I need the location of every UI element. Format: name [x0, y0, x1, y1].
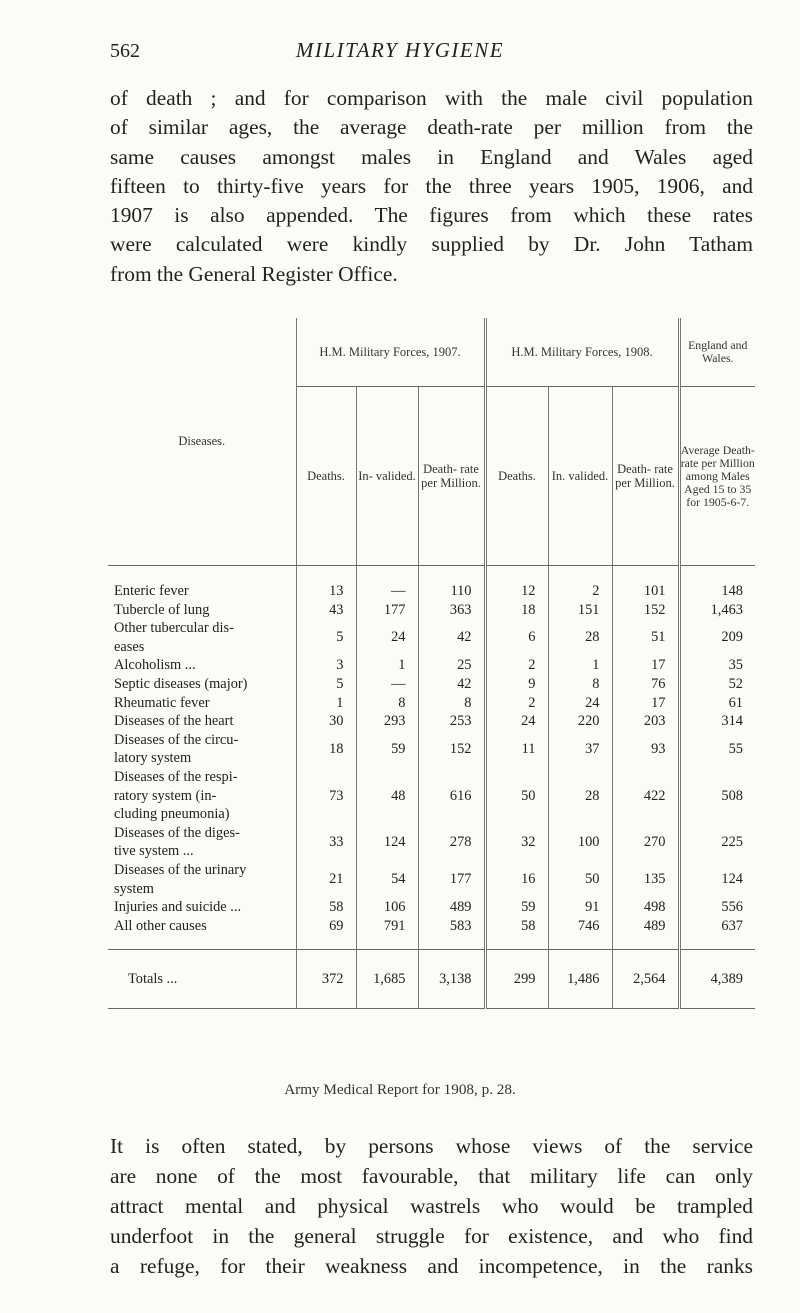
- disease-cell: [108, 712, 296, 731]
- total-value: 299: [485, 950, 548, 1009]
- value-cell: 220: [548, 712, 612, 731]
- value-cell: 177: [418, 861, 485, 898]
- closing-line: It is often stated, by persons whose views of the service: [110, 1134, 753, 1158]
- value-cell: 6: [485, 619, 548, 656]
- value-cell: 76: [612, 675, 679, 694]
- closing-line: are none of the most favourable, that military life can only: [110, 1164, 753, 1188]
- table-row: [108, 712, 755, 731]
- value-cell: 35: [728, 657, 743, 674]
- value-cell: 791: [356, 917, 418, 950]
- value-cell: 50: [485, 768, 548, 824]
- value-cell: 203: [612, 712, 679, 731]
- value-cell: 28: [548, 619, 612, 656]
- table-caption: Army Medical Report for 1908, p. 28.: [284, 1081, 516, 1098]
- total-value: 3,138: [418, 950, 485, 1009]
- value-cell: 637: [721, 917, 743, 934]
- value-cell: 422: [612, 768, 679, 824]
- value-cell: 51: [612, 619, 679, 656]
- table-row: [108, 731, 755, 768]
- value-cell: 18: [296, 731, 356, 768]
- value-cell: 8: [418, 694, 485, 713]
- value-cell: 135: [612, 861, 679, 898]
- invalided-1907-header: In- valided.: [356, 387, 418, 566]
- disease-cell: [108, 601, 296, 620]
- disease-name: Diseases of the urinary: [114, 861, 247, 878]
- value-cell: 50: [548, 861, 612, 898]
- intro-line: same causes amongst males in England and Wales aged: [110, 144, 753, 169]
- value-cell: 3: [296, 656, 356, 675]
- value-cell: 42: [418, 675, 485, 694]
- disease-name-cont: latory system: [114, 750, 192, 767]
- disease-name-cont: cluding pneumonia): [114, 806, 230, 823]
- total-value: 2,564: [612, 950, 679, 1009]
- england-rate-header: Average Death- rate per Million among Males Aged 15 to 35 for 1905-6-7.: [679, 387, 755, 566]
- value-cell: 5: [296, 619, 356, 656]
- disease-cell: [108, 731, 296, 768]
- closing-paragraph: [110, 1131, 753, 1281]
- value-cell: 59: [356, 731, 418, 768]
- disease-cell: [108, 694, 296, 713]
- value-cell: 58: [296, 898, 356, 917]
- invalided-1908-header: In. valided.: [548, 387, 612, 566]
- disease-name: Alcoholism ...: [114, 657, 196, 674]
- value-cell: 52: [728, 675, 743, 692]
- table-row: [108, 566, 755, 601]
- diseases-column-header: Diseases.: [108, 318, 296, 566]
- value-cell: 616: [418, 768, 485, 824]
- value-cell: 18: [485, 601, 548, 620]
- disease-cell: [108, 898, 296, 917]
- value-cell: 73: [296, 768, 356, 824]
- value-cell: 43: [296, 601, 356, 620]
- value-cell: 9: [485, 675, 548, 694]
- disease-name: All other causes: [114, 917, 207, 934]
- value-cell: 508: [721, 787, 743, 804]
- page-header: [0, 38, 800, 68]
- closing-line: underfoot in the general struggle for existence, and who find: [110, 1224, 753, 1248]
- disease-name: Other tubercular dis-: [114, 620, 234, 637]
- value-cell: 498: [612, 898, 679, 917]
- intro-line: were calculated were kindly supplied by Dr. John Tatham: [110, 232, 753, 257]
- group-header-1908: H.M. Military Forces, 1908.: [485, 318, 679, 387]
- value-cell: 17: [612, 656, 679, 675]
- value-cell: 363: [418, 601, 485, 620]
- value-cell: 11: [485, 731, 548, 768]
- value-cell: 55: [728, 741, 743, 758]
- deaths-1907-header: Deaths.: [296, 387, 356, 566]
- value-cell: 278: [418, 824, 485, 861]
- table-row: [108, 768, 755, 824]
- table-row: [108, 656, 755, 675]
- table-row: [108, 675, 755, 694]
- intro-line: fifteen to thirty-five years for the three years 1905, 1906, and: [110, 173, 753, 198]
- disease-cell: [108, 861, 296, 898]
- value-cell: 100: [548, 824, 612, 861]
- value-cell: 24: [356, 619, 418, 656]
- intro-paragraph: [110, 84, 753, 289]
- table-row: [108, 861, 755, 898]
- value-cell: 37: [548, 731, 612, 768]
- value-cell: 12: [485, 566, 548, 601]
- disease-name: Injuries and suicide ...: [114, 899, 242, 916]
- value-cell: 270: [612, 824, 679, 861]
- intro-line: 1907 is also appended. The figures from which these rates: [110, 203, 753, 228]
- disease-cell: [108, 619, 296, 656]
- value-cell: 746: [548, 917, 612, 950]
- table-row: [108, 619, 755, 656]
- value-cell: 8: [548, 675, 612, 694]
- value-cell: 5: [296, 675, 356, 694]
- value-cell: 25: [418, 656, 485, 675]
- intro-line: of similar ages, the average death-rate per million from the: [110, 115, 753, 140]
- value-cell: 93: [612, 731, 679, 768]
- rate-1907-header: Death- rate per Million.: [418, 387, 485, 566]
- group-header-1907: H.M. Military Forces, 1907.: [296, 318, 485, 387]
- total-value: 372: [296, 950, 356, 1009]
- value-cell: 28: [548, 768, 612, 824]
- page-number: 562: [110, 40, 140, 62]
- disease-name: Tubercle of lung: [114, 601, 210, 618]
- value-cell: 110: [418, 566, 485, 601]
- value-cell: 101: [612, 566, 679, 601]
- value-cell: 91: [548, 898, 612, 917]
- disease-name: Diseases of the diges-: [114, 824, 240, 841]
- value-cell: 1: [296, 694, 356, 713]
- total-value: 4,389: [679, 950, 755, 1009]
- value-cell: 61: [728, 694, 743, 711]
- value-cell: 16: [485, 861, 548, 898]
- running-title: MILITARY HYGIENE: [295, 38, 505, 62]
- disease-cell: [108, 675, 296, 694]
- value-cell: 106: [356, 898, 418, 917]
- disease-cell: [108, 917, 296, 950]
- value-cell: 8: [356, 694, 418, 713]
- value-cell: 59: [485, 898, 548, 917]
- value-cell: 58: [485, 917, 548, 950]
- value-cell: 556: [721, 899, 743, 916]
- value-cell: 21: [296, 861, 356, 898]
- table-row: [108, 694, 755, 713]
- mortality-table: [108, 318, 755, 1009]
- table-row: [108, 601, 755, 620]
- value-cell: 1: [548, 656, 612, 675]
- group-header-england: England and Wales.: [679, 318, 755, 387]
- disease-name: Diseases of the circu-: [114, 731, 239, 748]
- value-cell: 69: [296, 917, 356, 950]
- value-cell: 124: [356, 824, 418, 861]
- value-cell: 32: [485, 824, 548, 861]
- table-row: [108, 917, 755, 950]
- value-cell: 2: [548, 566, 612, 601]
- closing-line: a refuge, for their weakness and incompetence, in the ranks: [110, 1254, 753, 1278]
- intro-line: of death ; and for comparison with the male civil population: [110, 86, 753, 110]
- value-cell: 48: [356, 768, 418, 824]
- value-cell: 1,463: [710, 601, 743, 618]
- rate-1908-header: Death- rate per Million.: [612, 387, 679, 566]
- value-cell: 209: [721, 629, 743, 646]
- value-cell: 148: [721, 583, 743, 599]
- value-cell: 2: [485, 694, 548, 713]
- intro-line: from the General Register Office.: [110, 261, 398, 286]
- value-cell: 583: [418, 917, 485, 950]
- totals-label: Totals ...: [108, 950, 296, 1009]
- disease-name: Septic diseases (major): [114, 675, 248, 692]
- value-cell: 1: [356, 656, 418, 675]
- deaths-1908-header: Deaths.: [485, 387, 548, 566]
- value-cell: 314: [721, 713, 743, 730]
- table-group-header: [108, 318, 755, 387]
- disease-name-cont: ratory system (in-: [114, 787, 217, 804]
- value-cell: —: [356, 675, 418, 694]
- value-cell: 42: [418, 619, 485, 656]
- closing-line: attract mental and physical wastrels who would be trampled: [110, 1194, 753, 1218]
- value-cell: 152: [612, 601, 679, 620]
- disease-cell: [108, 566, 296, 601]
- total-value: 1,685: [356, 950, 418, 1009]
- table-row: [108, 824, 755, 861]
- value-cell: 2: [485, 656, 548, 675]
- disease-name-cont: tive system ...: [114, 843, 194, 860]
- totals-row: [108, 950, 755, 1009]
- disease-name-cont: eases: [114, 638, 145, 655]
- disease-cell: [108, 768, 296, 824]
- value-cell: 225: [721, 834, 743, 851]
- value-cell: 152: [418, 731, 485, 768]
- disease-cell: [108, 656, 296, 675]
- value-cell: 489: [418, 898, 485, 917]
- value-cell: 33: [296, 824, 356, 861]
- disease-name: Diseases of the heart: [114, 713, 234, 730]
- value-cell: 54: [356, 861, 418, 898]
- disease-name: Enteric fever: [114, 583, 189, 599]
- total-value: 1,486: [548, 950, 612, 1009]
- value-cell: 177: [356, 601, 418, 620]
- disease-name: Diseases of the respi-: [114, 768, 238, 785]
- value-cell: 293: [356, 712, 418, 731]
- value-cell: 24: [548, 694, 612, 713]
- value-cell: —: [356, 566, 418, 601]
- value-cell: 253: [418, 712, 485, 731]
- value-cell: 17: [612, 694, 679, 713]
- disease-cell: [108, 824, 296, 861]
- value-cell: 124: [721, 871, 743, 888]
- disease-name-cont: system: [114, 880, 154, 897]
- disease-name: Rheumatic fever: [114, 694, 210, 711]
- value-cell: 489: [612, 917, 679, 950]
- value-cell: 30: [296, 712, 356, 731]
- value-cell: 13: [296, 566, 356, 601]
- table-row: [108, 898, 755, 917]
- value-cell: 151: [548, 601, 612, 620]
- value-cell: 24: [485, 712, 548, 731]
